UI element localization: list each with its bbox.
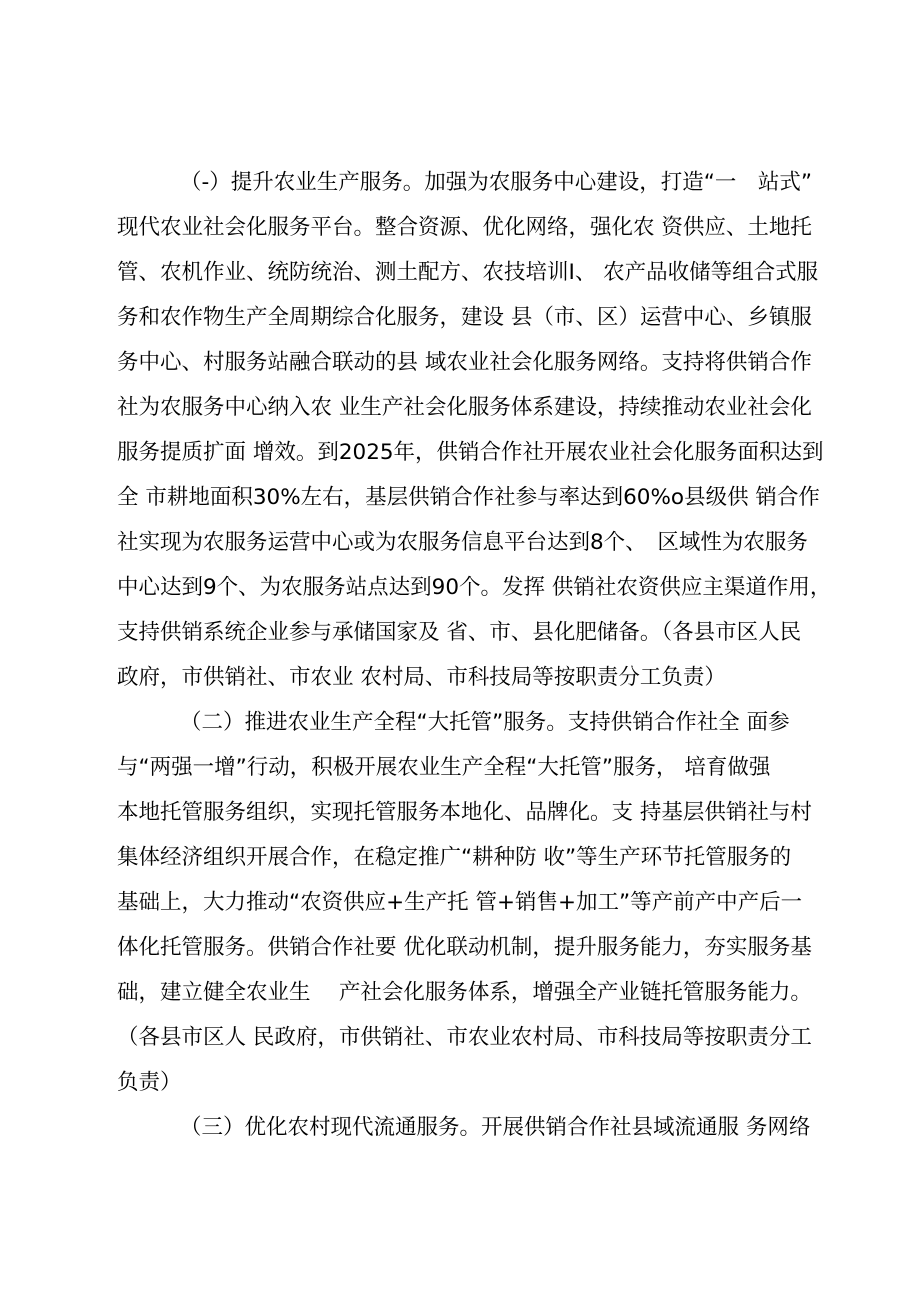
paragraph-2-line-2: 与“两强一增”行动，积极开展农业生产全程“大托管”服务， 培育做强 xyxy=(117,755,771,780)
paragraph-3-line-1: （三）优化农村现代流通服务。开展供销合作社县域流通服 务网络 xyxy=(180,1115,811,1140)
paragraph-1-line-2: 现代农业社会化服务平台。整合资源、优化网络，强化农 资供应、土地托 xyxy=(117,215,812,240)
paragraph-2-line-3: 本地托管服务组织，实现托管服务本地化、品牌化。支 持基层供销社与村 xyxy=(117,800,812,825)
paragraph-1-line-12: 政府，市供销社、市农业 农村局、市科技局等按职责分工负责） xyxy=(117,665,726,690)
paragraph-1-line-10: 中心达到9个、为农服务站点达到90个。发挥 供销社农资供应主渠道作用， xyxy=(117,575,832,600)
paragraph-2-line-7: 础，建立健全农业生 产社会化服务体系，增强全产业链托管服务能力。 xyxy=(117,980,812,1005)
paragraph-1-line-6: 社为农服务中心纳入农 业生产社会化服务体系建设，持续推动农业社会化 xyxy=(117,395,812,420)
paragraph-1-line-3: 管、农机作业、统防统治、测土配方、农技培训I、 农产品收储等组合式服 xyxy=(117,260,819,285)
paragraph-2-line-4: 集体经济组织开展合作，在稳定推广“耕种防 收”等生产环节托管服务的 xyxy=(117,845,792,870)
paragraph-2-line-5: 基础上，大力推动“农资供应+生产托 管+销售+加工”等产前产中产后一 xyxy=(117,890,803,915)
paragraph-2-line-8: （各县市区人 民政府，市供销社、市农业农村局、市科技局等按职责分工 xyxy=(117,1025,812,1050)
paragraph-2-line-9: 负责） xyxy=(117,1070,182,1095)
paragraph-1-line-7: 服务提质扩面 增效。到2025年，供销合作社开展农业社会化服务面积达到 xyxy=(117,440,824,465)
paragraph-1-line-4: 务和农作物生产全周期综合化服务，建设 县（市、区）运营中心、乡镇服 xyxy=(117,305,812,330)
paragraph-2-line-1: （二）推进农业生产全程“大托管”服务。支持供销合作社全 面参 xyxy=(180,710,790,735)
paragraph-1-line-1: （-）提升农业生产服务。加强为农服务中心建设，打造“一 站式” xyxy=(180,170,813,195)
paragraph-2-line-6: 体化托管服务。供销合作社要 优化联动机制，提升服务能力，夯实服务基 xyxy=(117,935,812,960)
paragraph-1-line-11: 支持供销系统企业参与承储国家及 省、市、县化肥储备。（各县市区人民 xyxy=(117,620,802,645)
paragraph-1-line-8: 全 市耕地面积30%左右，基层供销合作社参与率达到60%o县级供 销合作 xyxy=(117,485,820,510)
paragraph-1-line-5: 务中心、村服务站融合联动的县 域农业社会化服务网络。支持将供销合作 xyxy=(117,350,812,375)
paragraph-1-line-9: 社实现为农服务运营中心或为农服务信息平台达到8个、 区域性为农服务 xyxy=(117,530,808,555)
